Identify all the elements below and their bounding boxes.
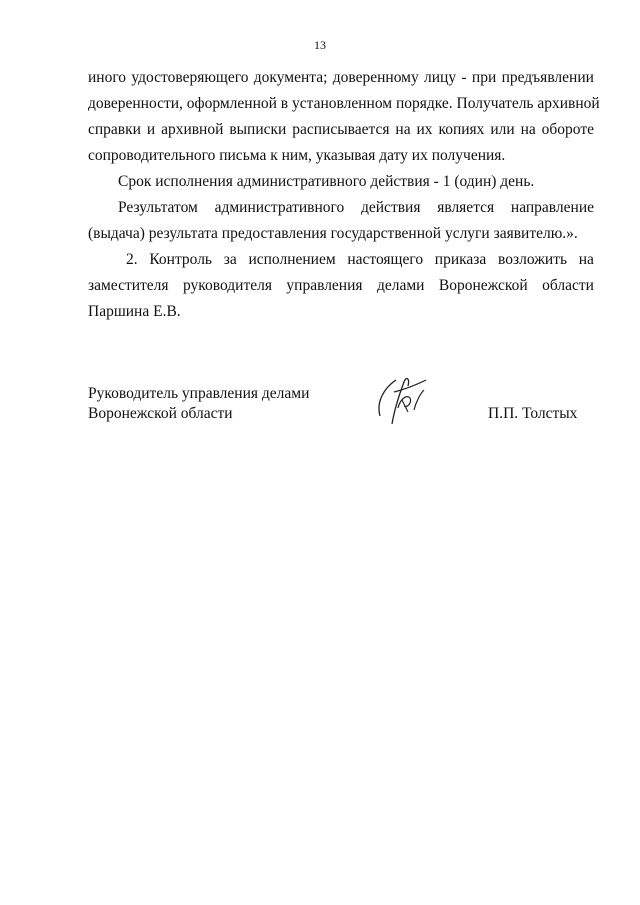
word: лицу bbox=[424, 69, 457, 86]
word: настоящего bbox=[347, 251, 424, 268]
paragraph-1-line-1 bbox=[88, 65, 594, 91]
body-text bbox=[88, 65, 600, 325]
paragraph-2: Срок исполнения административного действия - 1 (один) день. bbox=[118, 173, 535, 190]
word: их bbox=[416, 121, 433, 138]
word: действия bbox=[361, 199, 421, 216]
paragraph-1-line-4: сопроводительного письма к ним, указывая дату их получения. bbox=[88, 147, 506, 164]
signatory-title-line-1: Руководитель управления делами bbox=[88, 385, 310, 402]
word: на bbox=[395, 121, 411, 138]
word: административного bbox=[214, 199, 345, 216]
word: и bbox=[146, 121, 156, 138]
word: области bbox=[542, 277, 594, 294]
paragraph-1-line-3 bbox=[88, 117, 594, 143]
word: обороте bbox=[541, 121, 594, 138]
word: делами bbox=[376, 277, 425, 294]
word: Воронежской bbox=[438, 277, 528, 294]
paragraph-1-line-2: доверенности, оформленной в установленном порядке. Получатель архивной bbox=[88, 95, 600, 112]
word: Контроль bbox=[149, 251, 213, 268]
word: документа; bbox=[253, 69, 328, 86]
handwritten-signature bbox=[370, 372, 432, 430]
word: за bbox=[223, 251, 237, 268]
word: удостоверяющего bbox=[131, 69, 249, 86]
word: управления bbox=[286, 277, 363, 294]
word: 2. bbox=[126, 251, 138, 268]
signature-block bbox=[88, 384, 594, 424]
paragraph-4-line-2 bbox=[88, 273, 594, 299]
word: руководителя bbox=[182, 277, 272, 294]
paragraph-4-line-1 bbox=[88, 247, 594, 273]
word: расписывается bbox=[292, 121, 390, 138]
word: на bbox=[578, 251, 594, 268]
word: на bbox=[520, 121, 536, 138]
word: приказа bbox=[434, 251, 487, 268]
word: иного bbox=[88, 69, 127, 86]
word: заместителя bbox=[88, 277, 169, 294]
word: исполнением bbox=[248, 251, 336, 268]
signatory-title-line-2: Воронежской области bbox=[88, 405, 233, 422]
page-number: 13 bbox=[314, 38, 326, 52]
word: возложить bbox=[498, 251, 568, 268]
word: Результатом bbox=[118, 199, 198, 216]
signatory-name: П.П. Толстых bbox=[488, 405, 578, 422]
word: направление bbox=[510, 199, 594, 216]
paragraph-3-line-2: (выдача) результата предоставления государственной услуги заявителю.». bbox=[88, 225, 578, 242]
word: - bbox=[461, 69, 467, 86]
word: предъявлении bbox=[501, 69, 594, 86]
word: или bbox=[490, 121, 515, 138]
paragraph-4-line-3: Паршина Е.В. bbox=[88, 303, 181, 320]
word: при bbox=[471, 69, 497, 86]
word: архивной bbox=[161, 121, 224, 138]
word: доверенному bbox=[332, 69, 419, 86]
word: выписки bbox=[229, 121, 287, 138]
word: копиях bbox=[438, 121, 485, 138]
word: является bbox=[437, 199, 495, 216]
paragraph-3-line-1 bbox=[88, 195, 594, 221]
word: справки bbox=[88, 121, 141, 138]
